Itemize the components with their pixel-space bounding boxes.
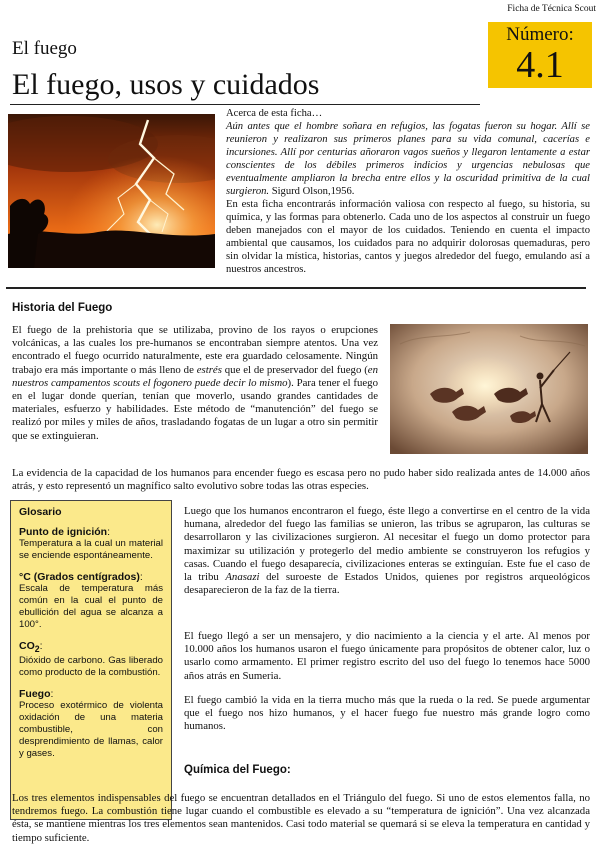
glossary-item (19, 688, 163, 760)
intro-block (226, 107, 590, 198)
history-p1-emphasis: estrés (196, 363, 222, 376)
glossary-term-text: Punto de ignición (19, 526, 108, 538)
glossary-definition: Dióxido de carbono. Gas liberado como producto de la combustión. (19, 655, 163, 679)
history-paragraph-4: El fuego llegó a ser un mensajero, y dio nacimiento a la ciencia y el arte. Al menos por 10.000 años los humanos usaron el fuego únicamente para propósitos de obtener calor, luz o usarlo como armamento. El primer registro escrito del uso del fuego lo tenemos hace 5000 años atrás en Sumeria. (184, 630, 590, 682)
series-label: Ficha de Técnica Scout (507, 4, 596, 14)
history-p3-text-c: del suroeste de Estados Unidos, quienes por registros arqueológicos desaparecieron de la faz de la tierra. (184, 571, 590, 597)
glossary-term-text: Fuego (19, 688, 51, 701)
history-paragraph-5: El fuego cambió la vida en la tierra mucho más que la rueda o la red. Se puede argumentar que el fuego nos hizo humanos, y el hacer fuego fue nuestro más grande logro como humanos. (184, 694, 590, 733)
glossary-title: Glosario (19, 506, 62, 518)
sheet-number-label: Número: (506, 24, 574, 45)
intro-quote (226, 120, 590, 198)
glossary-term (19, 571, 163, 583)
glossary-term-subscript: 2 (34, 644, 40, 655)
history-p1-text-e: ). Para tener el fuego en el lugar donde querían, tenían que moverlo, usando grandes cantidades de materiales, esfuerzo y habilidades. Este método de “manutención” del fuego se realizó por miles y miles de años, trasladando fogatas de un lugar a otro sin permitir que se extinguieran. (12, 376, 378, 442)
chemistry-heading: Química del Fuego: (184, 764, 291, 776)
lightning-photo (8, 114, 215, 268)
glossary-item (19, 640, 163, 679)
history-p3-tribe-name: Anasazi (225, 571, 260, 584)
glossary-term-colon: : (139, 571, 143, 583)
intro-quote-author: Sigurd Olson,1956. (269, 186, 355, 197)
history-p1-text-a: El fuego de la prehistoria que se utilizaba, provino de los rayos o erupciones volcánicas, a las cuales los pre-humanos se encontraban siempre atentos. Una vez encontrado el fuego ocurrido naturalmente, este era guardado celosamente. Ningún trabajo era más importante o más lleno de (12, 324, 378, 376)
glossary-term-text: °C (Grados centígrados) (19, 571, 140, 583)
intro-body: En esta ficha encontrarás información valiosa con respecto al fuego, su historia, su química, y las formas para obtenerlo. Cada uno de los aspectos al construir un fuego deben manejados con el mayor de los cuidados. Teniendo en cuenta el impacto ambiental que causamos, los cuidados para no adquirir dolorosas quemaduras, pero sin olvidar la mística, historias, cantos y juegos alrededor del fuego, emulando así a nuestros ancestros. (226, 199, 590, 275)
glossary-definition: Proceso exotérmico de violenta oxidación de una materia combustible, con desprendimiento de llamas, calor y gases. (19, 700, 163, 760)
page-kicker: El fuego (12, 38, 77, 59)
glossary-term-text: CO (19, 640, 35, 652)
glossary-definition: Temperatura a la cual un material se enciende espontáneamente. (19, 538, 163, 561)
glossary-term-colon: : (50, 688, 54, 701)
intro-heading: Acerca de esta ficha… (226, 108, 323, 119)
history-paragraph-1 (12, 324, 378, 443)
glossary-term-colon: : (39, 640, 43, 652)
chemistry-paragraph: Los tres elementos indispensables del fuego se encuentran detallados en el Triángulo del fuego. Si uno de estos elementos falla, no tendremos fuego. La combustión tiene lugar cuando el combustible es elevado a su “temperatura de ignición”. Una vez alcanzada ésta, se mantiene mientras los tres elementos sean mantenidos. Casi todo material se quemará si se eleva la temperatura en cantidad y tiempo suficiente. (12, 792, 590, 844)
cave-painting-image (390, 324, 588, 454)
history-p1-text-c: que el de preservador del fuego ( (221, 363, 368, 376)
glossary-item (19, 526, 163, 562)
page-title: El fuego, usos y cuidados (12, 68, 320, 101)
history-p3-text-a: Luego que los humanos encontraron el fuego, éste llego a convertirse en el centro de la vida humana, alrededor del fuego las familias se unieron, las tribus se agruparon, las culturas se desarrollaron y las civilizaciones surgieron. Al necesitar el fuego un domo protector para maximizar su utilización y protegerlo del medio ambiente se construyeron los refugios y casas. Cuando el fuego desaparecía, civilizaciones enteras se extinguían. Este fue el caso de la tribu (184, 505, 590, 584)
glossary-definition: Escala de temperatura más común en la cual el punto de ebullición del agua se alcanza a 100°. (19, 583, 163, 630)
glossary-item (19, 571, 163, 631)
section-divider (6, 287, 586, 289)
intro-quote-text: Aún antes que el hombre soñara en refugios, las fogatas fueron su hogar. Allí se reunieron y realizaron sus primeros planes para su vida comunal, cacerías e incursiones. Allí por centurias añoraron vagos sueños y llegaron lentamente a estar conscientes de los débiles primeros indicios y urgencias nebulosas que eventualmente ampliaron la brecha entre ellos y la oscuridad primitiva de la cual surgieron. (226, 121, 590, 197)
glossary-term (19, 526, 163, 538)
history-heading: Historia del Fuego (12, 302, 113, 314)
sheet-number-box (488, 22, 592, 88)
glossary-term (19, 688, 163, 700)
title-divider (10, 104, 480, 105)
sheet-number-value: 4.1 (516, 44, 564, 86)
history-p1-aside: en nuestros campamentos scouts el fogonero puede decir lo mismo (12, 363, 378, 389)
glossary-box (10, 500, 172, 820)
history-paragraph-2: La evidencia de la capacidad de los humanos para encender fuego es escasa pero no pudo haber sido realizada antes de 14.000 años atrás, y esto representó un magnífico salto evolutivo sobre todas las otras especies. (12, 467, 590, 493)
glossary-term-colon: : (107, 526, 110, 538)
glossary-term (19, 640, 163, 655)
history-paragraph-3 (184, 505, 590, 597)
